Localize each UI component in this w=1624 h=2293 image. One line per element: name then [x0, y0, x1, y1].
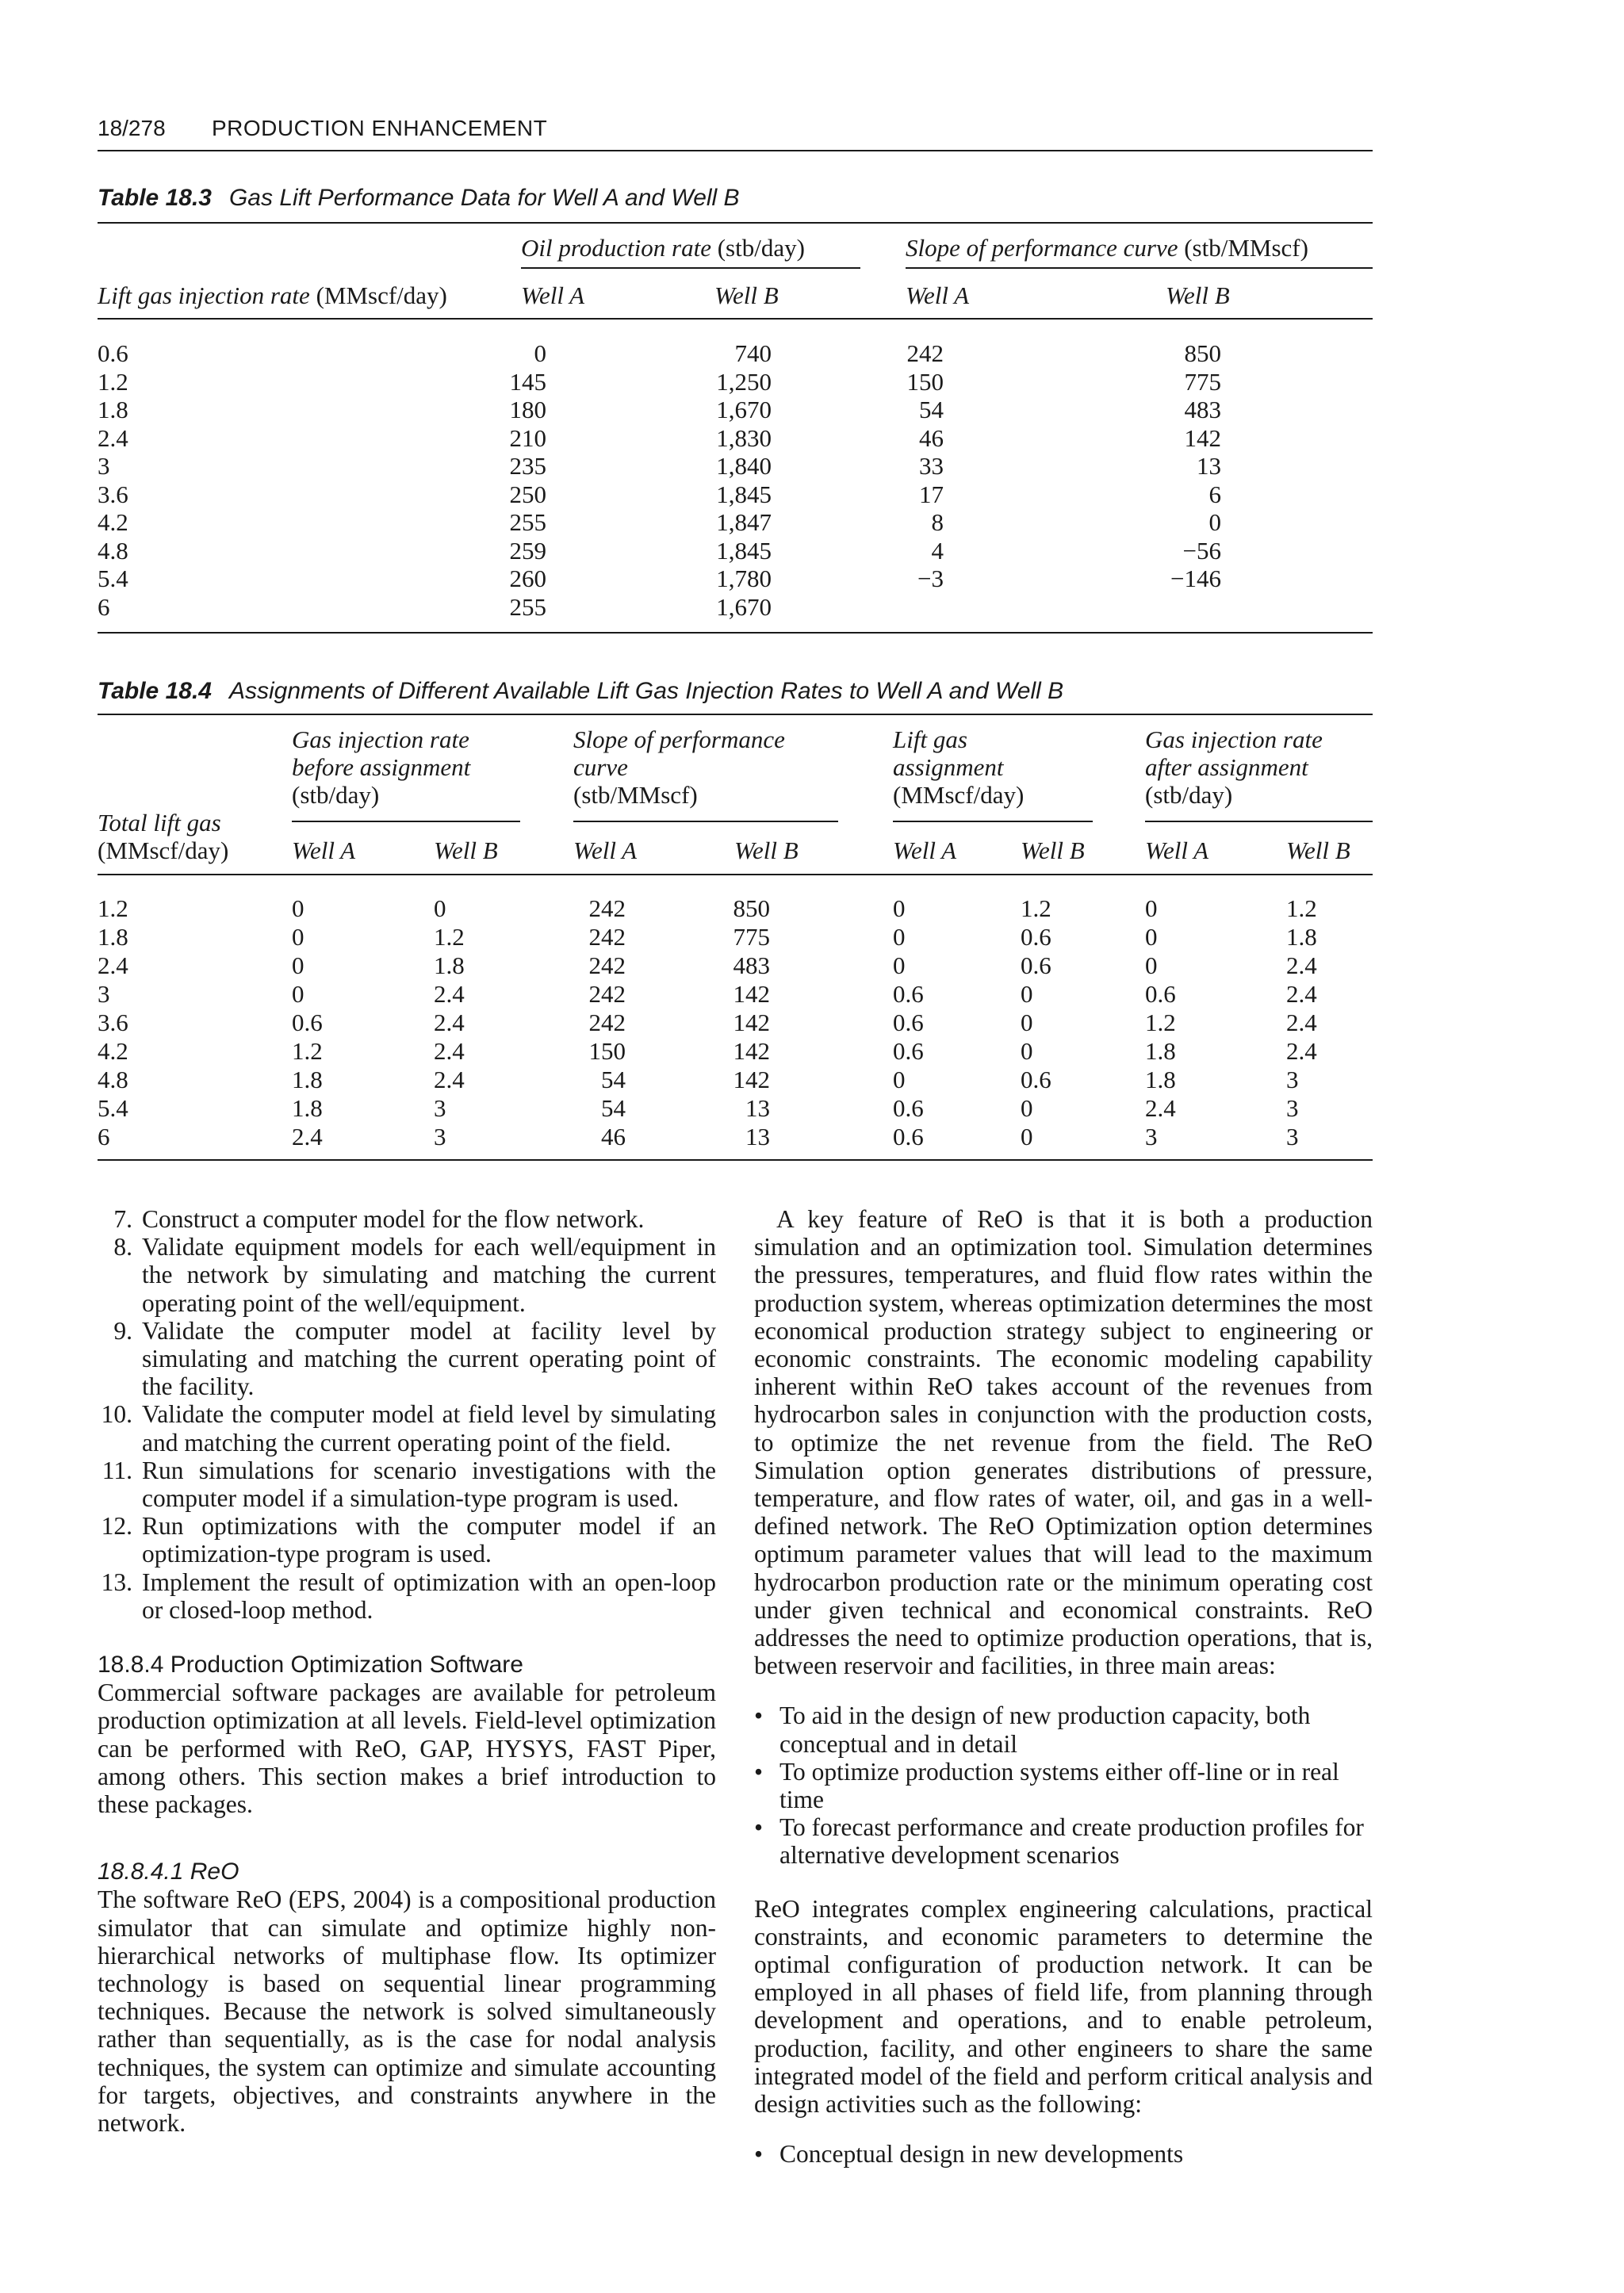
t4-g3-line1: Lift gas — [893, 725, 967, 753]
t4-cell-r5-c5: 0.6 — [893, 1037, 924, 1065]
t4-g1-rule — [292, 821, 520, 822]
t4-sub-g4-b: Well B — [1286, 836, 1350, 864]
t4-cell-r5-c6: 0 — [1021, 1037, 1033, 1065]
t3-cell-r5-c4: 6 — [1208, 480, 1221, 508]
t3-cell-r8-c3: −3 — [917, 565, 944, 592]
t3-cell-r1-c3: 150 — [906, 367, 944, 396]
t3-cell-r8-c2: 1,780 — [716, 565, 772, 592]
t4-cell-r2-c7: 0 — [1145, 951, 1158, 979]
section-paragraph: Commercial software packages are available for petroleum production optimization at all levels. Field-level optimization can be performed with ReO, GAP, HYSYS, FAST Piper, among others. This section makes a brief introduction to these packages. — [98, 1679, 716, 1819]
section-heading: 18.8.4 Production Optimization Software — [98, 1652, 523, 1679]
t4-cell-r0-c3: 242 — [588, 894, 626, 922]
t3-cell-r1-c2: 1,250 — [716, 367, 772, 396]
t3-cell-r2-c3: 54 — [919, 396, 944, 423]
t4-cell-r0-c6: 1.2 — [1021, 894, 1051, 922]
t4-cell-r0-c5: 0 — [893, 894, 906, 922]
t4-cell-r2-c3: 242 — [588, 951, 626, 979]
t4-cell-r7-c6: 0 — [1021, 1094, 1033, 1122]
t4-g3-line3: (MMscf/day) — [893, 781, 1025, 809]
t3-cell-r3-c4: 142 — [1184, 423, 1221, 452]
subsection-heading: 18.8.4.1 ReO — [98, 1859, 239, 1885]
step-item — [98, 1512, 716, 1568]
t4-cell-r6-c2: 2.4 — [434, 1066, 465, 1093]
t3-cell-r3-c3: 46 — [919, 423, 944, 452]
t4-cell-r2-c8: 2.4 — [1286, 951, 1317, 979]
t4-cell-r0-c8: 1.2 — [1286, 894, 1317, 922]
bullet-icon: • — [754, 2140, 764, 2169]
step-item — [98, 1317, 716, 1401]
t3-cell-r2-c4: 483 — [1184, 396, 1221, 423]
t3-cell-r1-c4: 775 — [1184, 367, 1221, 396]
t4-cell-r2-c5: 0 — [893, 951, 906, 979]
t4-g2-line1: Slope of performance — [573, 725, 785, 753]
t4-cell-r7-c5: 0.6 — [893, 1094, 924, 1122]
t4-cell-r3-c3: 242 — [588, 980, 626, 1008]
t4-cell-r2-c2: 1.8 — [434, 951, 465, 979]
t3-cell-r4-c3: 33 — [919, 452, 944, 480]
t3-cell-r0-c0: 0.6 — [98, 339, 128, 367]
t4-cell-r1-c3: 242 — [588, 923, 626, 951]
t3-rowhead: Lift gas injection rate (MMscf/day) — [98, 281, 447, 309]
t4-sub-g4-a: Well A — [1145, 836, 1209, 864]
t4-cell-r3-c1: 0 — [292, 980, 304, 1008]
t3-cell-r7-c0: 4.8 — [98, 536, 128, 565]
t4-cell-r7-c2: 3 — [434, 1094, 446, 1122]
step-item — [98, 1457, 716, 1512]
step-number: 9. — [113, 1316, 132, 1345]
t4-g2-rule — [573, 821, 838, 822]
left-column — [98, 1205, 716, 2137]
step-number: 13. — [101, 1568, 132, 1596]
t3-cell-r7-c2: 1,845 — [716, 536, 772, 565]
bullet-text: Conceptual design in new developments — [779, 2140, 1184, 2169]
step-text: Run optimizations with the computer model if an optimization-type program is used. — [142, 1512, 716, 1568]
t4-cell-r8-c3: 46 — [601, 1123, 626, 1150]
step-text: Implement the result of optimization with an open-loop or closed-loop method. — [142, 1568, 716, 1624]
bullet-icon: • — [754, 1702, 764, 1730]
t4-cell-r4-c1: 0.6 — [292, 1009, 323, 1036]
t3-cell-r2-c0: 1.8 — [98, 396, 128, 423]
t3-cell-r8-c4: −146 — [1170, 565, 1221, 592]
t4-cell-r5-c4: 142 — [733, 1037, 770, 1065]
step-text: Validate the computer model at facility level by simulating and matching the current operating point of the facility. — [142, 1316, 716, 1401]
t4-sub-g2-a: Well A — [573, 836, 638, 864]
t4-cell-r5-c0: 4.2 — [98, 1037, 128, 1065]
t4-cell-r7-c4: 13 — [745, 1094, 770, 1122]
t4-cell-r6-c7: 1.8 — [1145, 1066, 1176, 1093]
table-18-3-label: Table 18.3 — [98, 185, 212, 211]
t3-group-slope: Slope of performance curve (stb/MMscf) — [906, 234, 1308, 262]
t3-cell-r5-c2: 1,845 — [716, 480, 772, 508]
procedure-steps — [98, 1205, 716, 1624]
t4-cell-r3-c2: 2.4 — [434, 980, 465, 1008]
t4-rowhead-line1: Total lift gas — [98, 809, 221, 836]
t4-cell-r3-c5: 0.6 — [893, 980, 924, 1008]
t3-cell-r0-c3: 242 — [906, 339, 944, 367]
step-number: 10. — [101, 1400, 132, 1429]
t4-cell-r1-c6: 0.6 — [1021, 923, 1051, 951]
t3-cell-r8-c0: 5.4 — [98, 565, 128, 592]
t4-cell-r1-c1: 0 — [292, 923, 304, 951]
t3-cell-r6-c2: 1,847 — [716, 508, 772, 536]
t4-cell-r2-c6: 0.6 — [1021, 951, 1051, 979]
t4-cell-r2-c0: 2.4 — [98, 951, 128, 979]
t4-header-rule — [98, 874, 1373, 875]
t4-cell-r8-c7: 3 — [1145, 1123, 1158, 1150]
step-number: 11. — [102, 1456, 132, 1484]
t3-cell-r3-c1: 210 — [509, 423, 546, 452]
t4-cell-r2-c1: 0 — [292, 951, 304, 979]
t4-cell-r3-c8: 2.4 — [1286, 980, 1317, 1008]
t4-sub-g1-a: Well A — [292, 836, 356, 864]
t4-g1-line1: Gas injection rate — [292, 725, 469, 753]
step-text: Run simulations for scenario investigations with the computer model if a simulation-type program is used. — [142, 1456, 716, 1513]
step-item — [98, 1205, 716, 1233]
subsection-paragraph: The software ReO (EPS, 2004) is a compositional production simulator that can simulate and optimize highly non-hierarchical networks of multiphase flow. Its optimizer technology is based on sequential linear programming techniques. Because the network is solved simultaneously rather than sequentially, as is the case for nodal analysis techniques, the system can optimize and simulate accounting for targets, objectives, and constraints anywhere in the network. — [98, 1885, 716, 2138]
reo-paragraph-2: ReO integrates complex engineering calculations, practical constraints, and economic parameters to determine the optimal configuration of production network. It can be employed in all phases of field life, from planning through development and operations, and to enable petroleum, production, facility, and other engineers to share the same integrated model of the field and perform critical analysis and design activities such as the following: — [754, 1894, 1373, 2119]
t4-bottom-rule — [98, 1159, 1373, 1161]
t4-cell-r7-c0: 5.4 — [98, 1094, 128, 1122]
t3-cell-r0-c1: 0 — [534, 339, 546, 367]
bullet-text: To forecast performance and create production profiles for alternative development scenarios — [779, 1813, 1364, 1870]
t3-cell-r0-c2: 740 — [734, 339, 772, 367]
t4-cell-r8-c6: 0 — [1021, 1123, 1033, 1150]
t4-g4-line3: (stb/day) — [1145, 781, 1233, 809]
t4-cell-r1-c5: 0 — [893, 923, 906, 951]
step-number: 8. — [113, 1233, 132, 1261]
t3-sub-oil-well-b: Well B — [714, 281, 779, 309]
t4-cell-r6-c6: 0.6 — [1021, 1066, 1051, 1093]
t3-cell-r6-c1: 255 — [509, 508, 546, 536]
t4-cell-r1-c0: 1.8 — [98, 923, 128, 951]
t4-cell-r5-c2: 2.4 — [434, 1037, 465, 1065]
page-number: 18/278 — [98, 116, 166, 140]
t4-cell-r8-c1: 2.4 — [292, 1123, 323, 1150]
bullet-item — [754, 1758, 1373, 1813]
t3-cell-r9-c1: 255 — [509, 592, 546, 621]
table-18-4-title: Assignments of Different Available Lift Gas Injection Rates to Well A and Well B — [228, 678, 1064, 704]
right-column — [754, 1205, 1373, 2169]
t3-cell-r5-c1: 250 — [509, 480, 546, 508]
t4-cell-r0-c4: 850 — [733, 894, 770, 922]
t3-cell-r5-c0: 3.6 — [98, 480, 128, 508]
t4-cell-r3-c6: 0 — [1021, 980, 1033, 1008]
reo-areas-list — [754, 1702, 1373, 1869]
t4-cell-r8-c8: 3 — [1286, 1123, 1299, 1150]
t4-g3-rule — [893, 821, 1093, 822]
t4-cell-r6-c4: 142 — [733, 1066, 770, 1093]
t3-cell-r8-c1: 260 — [509, 565, 546, 592]
t4-cell-r0-c2: 0 — [434, 894, 446, 922]
t4-cell-r6-c1: 1.8 — [292, 1066, 323, 1093]
t3-group-oil: Oil production rate (stb/day) — [521, 234, 805, 262]
t4-cell-r0-c7: 0 — [1145, 894, 1158, 922]
t3-cell-r9-c2: 1,670 — [716, 592, 772, 621]
step-text: Construct a computer model for the flow network. — [142, 1205, 645, 1233]
t3-cell-r1-c0: 1.2 — [98, 367, 128, 396]
bullet-item — [754, 1702, 1373, 1757]
t4-cell-r7-c8: 3 — [1286, 1094, 1299, 1122]
t4-cell-r7-c7: 2.4 — [1145, 1094, 1176, 1122]
t3-cell-r4-c1: 235 — [509, 452, 546, 480]
bullet-text: To optimize production systems either off-line or in real time — [779, 1757, 1339, 1814]
t4-sub-g2-b: Well B — [734, 836, 799, 864]
t4-g4-line1: Gas injection rate — [1145, 725, 1323, 753]
t4-cell-r1-c8: 1.8 — [1286, 923, 1317, 951]
step-item — [98, 1400, 716, 1456]
reo-paragraph-1: A key feature of ReO is that it is both a production simulation and an optimization tool. Simulation determines the pressures, temperatures, and fluid flow rates within the production system, whereas optimization determines the most economical production strategy subject to engineering or economic constraints. The economic modeling capability inherent within ReO takes account of the revenues from hydrocarbon sales in conjunction with the production costs, to optimize the net revenue from the field. The ReO Simulation option generates distributions of pressure, temperature, and flow rates of water, oil, and gas in a well-defined network. The ReO Optimization option determines optimum parameter values that will lead to the maximum hydrocarbon production rate or the minimum operating cost under given technical and economical constraints. ReO addresses the need to optimize production operations, that is, between reservoir and facilities, in three main areas: — [754, 1205, 1373, 1680]
t4-rowhead-line2: (MMscf/day) — [98, 836, 229, 864]
step-number: 7. — [113, 1205, 132, 1233]
t4-g1-line3: (stb/day) — [292, 781, 380, 809]
step-text: Validate equipment models for each well/equipment in the network by simulating and matching the current operating point of the well/equipment. — [142, 1233, 716, 1317]
bullet-item — [754, 2140, 1373, 2168]
t3-cell-r7-c3: 4 — [931, 536, 944, 565]
t4-cell-r3-c0: 3 — [98, 980, 110, 1008]
t4-cell-r5-c1: 1.2 — [292, 1037, 323, 1065]
t4-cell-r2-c4: 483 — [733, 951, 770, 979]
t4-cell-r4-c4: 142 — [733, 1009, 770, 1036]
t3-cell-r5-c3: 17 — [919, 480, 944, 508]
t4-g3-line2: assignment — [893, 753, 1004, 781]
t3-cell-r1-c1: 145 — [509, 367, 546, 396]
t4-cell-r6-c5: 0 — [893, 1066, 906, 1093]
t4-g2-line2: curve — [573, 753, 628, 781]
t3-cell-r6-c3: 8 — [931, 508, 944, 536]
t3-cell-r6-c4: 0 — [1208, 508, 1221, 536]
t4-cell-r3-c7: 0.6 — [1145, 980, 1176, 1008]
t4-cell-r6-c0: 4.8 — [98, 1066, 128, 1093]
bullet-text: To aid in the design of new production capacity, both conceptual and in detail — [779, 1702, 1311, 1758]
t4-cell-r7-c1: 1.8 — [292, 1094, 323, 1122]
table-18-4-label: Table 18.4 — [98, 678, 212, 704]
t3-cell-r4-c0: 3 — [98, 452, 110, 480]
t4-cell-r0-c1: 0 — [292, 894, 304, 922]
t4-cell-r4-c0: 3.6 — [98, 1009, 128, 1036]
t3-cell-r7-c4: −56 — [1182, 536, 1221, 565]
t3-cell-r2-c1: 180 — [509, 396, 546, 423]
t4-sub-g3-a: Well A — [893, 836, 957, 864]
t4-sub-g1-b: Well B — [434, 836, 498, 864]
t4-g2-line3: (stb/MMscf) — [573, 781, 698, 809]
t4-cell-r1-c4: 775 — [733, 923, 770, 951]
reo-activities-list — [754, 2140, 1373, 2168]
t3-cell-r0-c4: 850 — [1184, 339, 1221, 367]
t4-cell-r4-c7: 1.2 — [1145, 1009, 1176, 1036]
step-number: 12. — [101, 1512, 132, 1541]
t4-cell-r5-c8: 2.4 — [1286, 1037, 1317, 1065]
t3-cell-r4-c2: 1,840 — [716, 452, 772, 480]
t4-g4-rule — [1145, 821, 1373, 822]
t4-cell-r1-c2: 1.2 — [434, 923, 465, 951]
t3-sub-oil-well-a: Well A — [521, 281, 585, 309]
bullet-icon: • — [754, 1813, 764, 1842]
t3-cell-r9-c0: 6 — [98, 592, 110, 621]
bullet-item — [754, 1813, 1373, 1869]
t4-cell-r1-c7: 0 — [1145, 923, 1158, 951]
t4-g1-line2: before assignment — [292, 753, 471, 781]
t4-sub-g3-b: Well B — [1021, 836, 1085, 864]
t4-cell-r0-c0: 1.2 — [98, 894, 128, 922]
t4-cell-r4-c8: 2.4 — [1286, 1009, 1317, 1036]
step-item — [98, 1568, 716, 1624]
t3-cell-r6-c0: 4.2 — [98, 508, 128, 536]
t3-cell-r7-c1: 259 — [509, 536, 546, 565]
t3-sub-slope-well-a: Well A — [906, 281, 970, 309]
step-text: Validate the computer model at field level by simulating and matching the current operating point of the field. — [142, 1400, 716, 1457]
t4-cell-r4-c6: 0 — [1021, 1009, 1033, 1036]
table-18-3-title: Gas Lift Performance Data for Well A and Well B — [228, 185, 740, 211]
t3-cell-r3-c2: 1,830 — [716, 423, 772, 452]
t4-cell-r7-c3: 54 — [601, 1094, 626, 1122]
running-title: PRODUCTION ENHANCEMENT — [212, 116, 548, 140]
t3-cell-r3-c0: 2.4 — [98, 423, 128, 452]
bullet-icon: • — [754, 1757, 764, 1786]
t3-cell-r4-c4: 13 — [1197, 452, 1221, 480]
t4-cell-r5-c3: 150 — [588, 1037, 626, 1065]
t4-cell-r6-c8: 3 — [1286, 1066, 1299, 1093]
t4-cell-r8-c4: 13 — [745, 1123, 770, 1150]
t4-cell-r8-c2: 3 — [434, 1123, 446, 1150]
t4-cell-r4-c5: 0.6 — [893, 1009, 924, 1036]
t4-cell-r8-c5: 0.6 — [893, 1123, 924, 1150]
t4-cell-r8-c0: 6 — [98, 1123, 110, 1150]
t4-cell-r6-c3: 54 — [601, 1066, 626, 1093]
t4-cell-r4-c2: 2.4 — [434, 1009, 465, 1036]
t4-g4-line2: after assignment — [1145, 753, 1308, 781]
t4-cell-r5-c7: 1.8 — [1145, 1037, 1176, 1065]
t3-sub-slope-well-b: Well B — [1166, 281, 1230, 309]
t4-cell-r4-c3: 242 — [588, 1009, 626, 1036]
step-item — [98, 1233, 716, 1317]
t3-cell-r2-c2: 1,670 — [716, 396, 772, 423]
t4-cell-r3-c4: 142 — [733, 980, 770, 1008]
